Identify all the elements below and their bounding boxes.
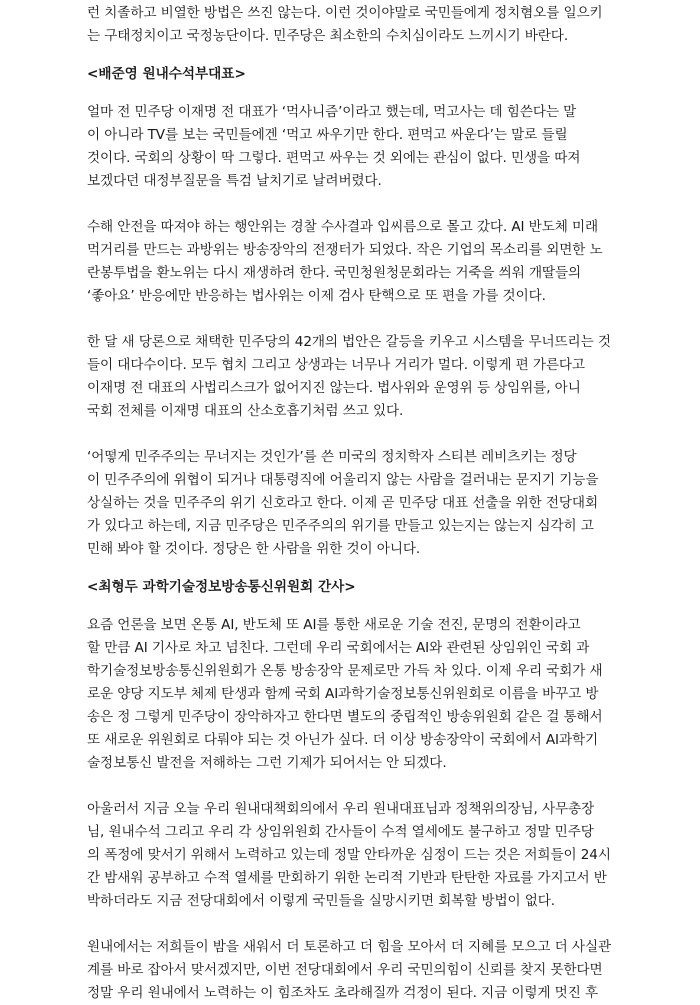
text-line: 이재명 전 대표의 사법리스크가 없어지진 않는다. 법사위와 운영위 등 상임위를, 아니 (87, 380, 581, 396)
text-line: 또 새로운 위원회로 다뤄야 되는 것 아닌가 싶다. 더 이상 방송장악이 국회에서 AI과학기 (87, 732, 599, 748)
section-heading-choi: <최형두 과학기술정보방송통신위원회 간사> (87, 579, 356, 595)
text-line: 는 구태정치이고 국정농단이다. 민주당은 최소한의 수치심이라도 느끼시기 바란다. (87, 28, 569, 44)
text-line: 요즘 언론을 보면 온통 AI, 반도체 또 AI를 통한 새로운 기술 전진, 문명의 전환이라고 (87, 617, 581, 633)
text-line: 국회 전체를 이재명 대표의 산소호흡기처럼 쓰고 있다. (87, 403, 404, 419)
paragraph (87, 936, 612, 1005)
paragraph (87, 101, 612, 193)
text-line: 민해 봐야 할 것이다. 정당은 한 사람을 위한 것이 아니다. (87, 541, 421, 557)
text-line: 님, 원내수석 그리고 우리 각 상임위원회 간사들이 수적 열세에도 불구하고 정말 민주당 (87, 824, 594, 840)
paragraph (87, 331, 612, 423)
text-line: 들이 대다수이다. 모두 협치 그리고 상생과는 너무나 거리가 멀다. 이렇게 편 가른다고 (87, 357, 585, 373)
text-line: 수해 안전을 따져야 하는 행안위는 경찰 수사결과 입씨름으로 몰고 갔다. AI 반도체 미래 (87, 219, 599, 235)
text-line: 간 밤새워 공부하고 수적 열세를 만회하기 위한 논리적 기반과 탄탄한 자료를 가지고서 반 (87, 870, 607, 886)
text-line: 상실하는 것을 민주주의 위기 신호라고 한다. 이제 곧 민주당 대표 선출을 위한 전당대회 (87, 495, 598, 511)
text-line: 보겠다던 대정부질문을 특검 날치기로 날려버렸다. (87, 173, 382, 189)
text-line: 의 폭정에 맞서기 위해서 노력하고 있는데 정말 안타까운 심정이 드는 것은 저희들이 24시 (87, 847, 611, 863)
text-line: ‘좋아요’ 반응에만 반응하는 법사위는 이제 검사 탄핵으로 또 편을 가를 것이다. (87, 288, 546, 304)
text-line: 한 달 새 당론으로 채택한 민주당의 42개의 법안은 갈등을 키우고 시스템을 무너뜨리는 것 (87, 334, 611, 350)
text-line: 란봉투법을 환노위는 다시 재생하려 한다. 국민청원청문회라는 거죽을 씌워 개딸들의 (87, 265, 582, 281)
text-line: 로운 양당 지도부 체제 탄생과 함께 국회 AI과학기술정보통신위원회로 이름을 바꾸고 방 (87, 686, 599, 702)
text-line: 박하더라도 지금 전당대회에서 이렇게 국민들을 실망시키면 회복할 방법이 없다. (87, 893, 556, 909)
text-line: 런 치졸하고 비열한 방법은 쓰진 않는다. 이런 것이야말로 국민들에게 정치혐오를 일으키 (87, 5, 603, 21)
text-line: 정말 우리 원내에서 노력하는 이 힘조차도 초라해질까 걱정이 된다. 지금 이렇게 멋진 후 (87, 985, 598, 1001)
text-line: 얼마 전 민주당 이재명 전 대표가 ‘먹사니즘’이라고 했는데, 먹고사는 데 힘쓴다는 말 (87, 104, 577, 120)
text-line: 가 있다고 하는데, 지금 민주당은 민주주의의 위기를 만들고 있는지는 않는지 심각히 고 (87, 518, 594, 534)
paragraph (87, 216, 612, 308)
paragraph (87, 614, 612, 775)
text-line: ‘어떻게 민주주의는 무너지는 것인가’를 쓴 미국의 정치학자 스티븐 레비츠키는 정당 (87, 449, 577, 465)
paragraph (87, 798, 612, 913)
intro-paragraph (87, 2, 612, 48)
text-line: 술정보통신 발전을 저해하는 그런 기제가 되어서는 안 되겠다. (87, 755, 447, 771)
text-line: 원내에서는 저희들이 밤을 새워서 더 토론하고 더 힘을 모아서 더 지혜를 모으고 더 사실관 (87, 939, 612, 955)
text-line: 이 아니라 TV를 보는 국민들에겐 ‘먹고 싸우기만 한다. 편먹고 싸운다’는 말로 들릴 (87, 127, 568, 143)
text-line: 계를 바로 잡아서 맞서겠지만, 이번 전당대회에서 우리 국민의힘이 신뢰를 찾지 못한다면 (87, 962, 603, 978)
section-heading-bae: <배준영 원내수석부대표> (87, 66, 246, 82)
paragraph (87, 446, 612, 561)
text-line: 먹거리를 만드는 과방위는 방송장악의 전쟁터가 되었다. 작은 기업의 목소리를 외면한 노 (87, 242, 603, 258)
text-line: 것이다. 국회의 상황이 딱 그렇다. 편먹고 싸우는 것 외에는 관심이 없다. 민생을 따져 (87, 150, 581, 166)
text-line: 학기술정보방송통신위원회가 온통 방송장악 문제로만 가득 차 있다. 이제 우리 국회가 새 (87, 663, 603, 679)
text-line: 할 만큼 AI 기사로 차고 넘친다. 그런데 우리 국회에서는 AI와 관련된 상임위인 국회 과 (87, 640, 590, 656)
text-line: 송은 정 그렇게 민주당이 장악하자고 한다면 별도의 중립적인 방송위원회 같은 걸 통해서 (87, 709, 603, 725)
text-line: 아울러서 지금 오늘 우리 원내대책회의에서 우리 원내대표님과 정책위의장님, 사무총장 (87, 801, 595, 817)
text-line: 이 민주주의에 위협이 되거나 대통령직에 어울리지 않는 사람을 걸러내는 문지기 기능을 (87, 472, 599, 488)
